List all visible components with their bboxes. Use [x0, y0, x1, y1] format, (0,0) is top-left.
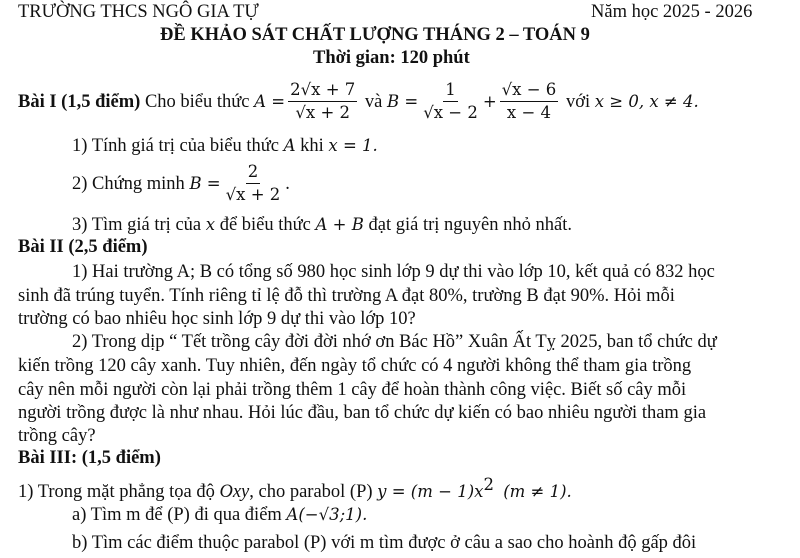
bai1-label: Bài I (1,5 điểm) — [18, 91, 141, 112]
bai3-q1-text2: , cho parabol (P) — [249, 482, 373, 503]
bai3-question-1 — [18, 474, 572, 503]
bai3-label: Bài III: (1,5 điểm) — [18, 448, 161, 468]
expr-b-fraction-1 — [421, 79, 480, 124]
bai3-question-a — [72, 504, 367, 526]
bai2-p2-line: người trồng được là như nhau. Hỏi lúc đầu, ban tổ chức dự kiến có bao nhiêu người tham gia — [18, 403, 707, 423]
q2-denominator: √x + 2 — [225, 185, 281, 204]
exam-title: ĐỀ KHẢO SÁT CHẤT LƯỢNG THÁNG 2 – TOÁN 9 — [160, 25, 590, 45]
expr-b2-numerator: √x − 6 — [500, 79, 559, 102]
q3-expr: A + B — [315, 215, 364, 234]
expr-a-lhs: A = — [254, 91, 286, 111]
bai1-question-2 — [72, 161, 290, 206]
bai2-p1-line: 1) Hai trường A; B có tổng số 980 học sinh lớp 9 dự thi vào lớp 10, kết quả có 832 học — [72, 262, 715, 282]
bai2-label: Bài II (2,5 điểm) — [18, 237, 148, 257]
school-name: TRƯỜNG THCS NGÔ GIA TỰ — [18, 2, 259, 22]
bai3-q1-expr: y = (m − 1)x — [377, 482, 484, 502]
q1-when: khi — [300, 136, 324, 156]
school-year: Năm học 2025 - 2026 — [591, 2, 753, 22]
q3-text3: đạt giá trị nguyên nhỏ nhất. — [368, 215, 572, 235]
q2-lhs: B = — [189, 173, 221, 193]
bai3-question-b: b) Tìm các điểm thuộc parabol (P) với m tìm được ở câu a sao cho hoành độ gấp đôi — [72, 533, 697, 553]
bai1-question-1 — [72, 135, 378, 157]
q2-end: . — [285, 173, 290, 194]
expr-b2-denominator: x − 4 — [506, 103, 552, 122]
q2-numerator: 2 — [246, 161, 261, 184]
condition-word: với — [565, 91, 591, 112]
bai2-p1-line: trường có bao nhiêu học sinh lớp 9 dự thi vào lớp 10? — [18, 309, 416, 329]
plus-sign: + — [482, 91, 497, 111]
q3-text1: 3) Tìm giá trị của — [72, 215, 202, 235]
exam-time: Thời gian: 120 phút — [313, 48, 470, 68]
q2-text: 2) Chứng minh — [72, 173, 185, 194]
bai3-q1-cond: (m ≠ 1). — [503, 482, 572, 502]
bai3-q1-oxy: Oxy — [219, 482, 250, 503]
bai2-p2-line: 2) Trong dịp “ Tết trồng cây đời đời nhớ ơn Bác Hồ” Xuân Ất Tỵ 2025, ban tổ chức dự — [72, 332, 717, 352]
expr-a-denominator: √x + 2 — [295, 103, 351, 122]
expr-b1-denominator: √x − 2 — [423, 103, 478, 122]
bai3-q1-exponent: 2 — [483, 475, 494, 494]
expr-a-numerator: 2√x + 7 — [288, 79, 357, 102]
and-word: và — [364, 91, 383, 112]
bai2-p1-line: sinh đã trúng tuyển. Tính riêng tỉ lệ đỗ thì trường A đạt 80%, trường B đạt 90%. Hỏi mỗi — [18, 286, 675, 306]
q1-text: 1) Tính giá trị của biểu thức — [72, 136, 279, 156]
bai2-p2-line: kiến trồng 120 cây xanh. Tuy nhiên, đến ngày tổ chức có 4 người không thể tham gia trồng — [18, 356, 692, 376]
bai3-qa-point: A(−√3;1). — [286, 505, 368, 524]
q1-var: A — [283, 136, 296, 155]
bai1-intro: Cho biểu thức — [144, 91, 250, 112]
q3-var: x — [205, 215, 216, 234]
bai1-intro-line — [18, 79, 699, 124]
q1-expr: x = 1. — [328, 136, 378, 155]
bai2-p2-line: trồng cây? — [18, 426, 96, 446]
q2-fraction — [224, 161, 283, 206]
expr-a-fraction — [288, 79, 357, 124]
expr-b-lhs: B = — [387, 91, 419, 111]
bai3-q1-text: 1) Trong mặt phẳng tọa độ — [18, 482, 215, 503]
expr-b-fraction-2 — [500, 79, 559, 124]
condition-expr: x ≥ 0, x ≠ 4. — [594, 91, 699, 111]
bai2-p2-line: cây nên mỗi người còn lại phải trồng thêm 1 cây để hoàn thành công việc. Biết số cây mỗi — [18, 380, 687, 400]
bai1-question-3 — [72, 214, 572, 236]
expr-b1-numerator: 1 — [443, 79, 458, 102]
q3-text2: để biểu thức — [219, 215, 311, 235]
bai3-qa-text: a) Tìm m để (P) đi qua điểm — [72, 505, 282, 525]
